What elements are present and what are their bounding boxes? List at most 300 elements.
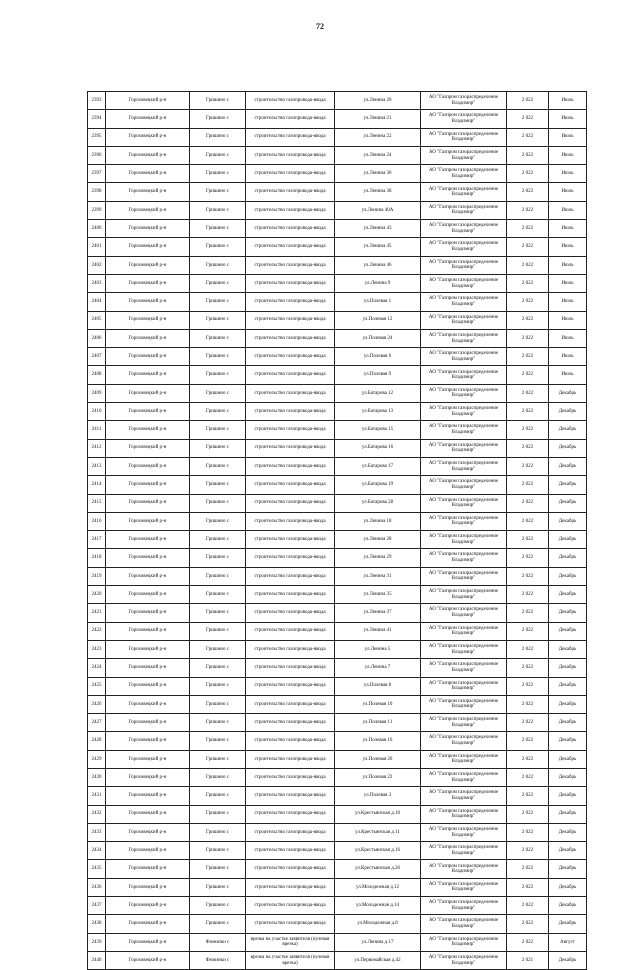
settlement-cell: Гришино с (190, 695, 246, 713)
organization-cell: АО "Газпром газораспределение Владимир" (421, 586, 507, 604)
row-number-cell: 2419 (88, 567, 106, 585)
work-type-cell: строительство газопровода-ввода (246, 805, 335, 823)
year-cell: 2 022 (507, 842, 549, 860)
settlement-cell: Гришино с (190, 421, 246, 439)
organization-cell: АО "Газпром газораспределение Владимир" (421, 366, 507, 384)
settlement-cell: Гришино с (190, 146, 246, 164)
district-cell: Гороховецкий р-н (106, 878, 190, 896)
row-number-cell: 2424 (88, 659, 106, 677)
work-type-cell: строительство газопровода-ввода (246, 110, 335, 128)
year-cell: 2 022 (507, 512, 549, 530)
district-cell: Гороховецкий р-н (106, 604, 190, 622)
district-cell: Гороховецкий р-н (106, 677, 190, 695)
organization-cell: АО "Газпром газораспределение Владимир" (421, 128, 507, 146)
month-cell: Июль (549, 146, 587, 164)
settlement-cell: Гришино с (190, 256, 246, 274)
row-number-cell: 2409 (88, 384, 106, 402)
district-cell: Гороховецкий р-н (106, 92, 190, 110)
month-cell: Июль (549, 293, 587, 311)
year-cell: 2 022 (507, 622, 549, 640)
work-type-cell: строительство газопровода-ввода (246, 366, 335, 384)
work-type-cell: строительство газопровода-ввода (246, 549, 335, 567)
settlement-cell: Гришино с (190, 238, 246, 256)
address-cell: ул.Ленина 40А (335, 201, 421, 219)
work-type-cell: строительство газопровода-ввода (246, 586, 335, 604)
table-row (88, 897, 587, 915)
district-cell: Гороховецкий р-н (106, 146, 190, 164)
organization-cell: АО "Газпром газораспределение Владимир" (421, 750, 507, 768)
organization-cell: АО "Газпром газораспределение Владимир" (421, 695, 507, 713)
year-cell: 2 022 (507, 421, 549, 439)
address-cell: ул.Ленина д.17 (335, 933, 421, 951)
district-cell: Гороховецкий р-н (106, 897, 190, 915)
month-cell: Декабрь (549, 421, 587, 439)
table-row (88, 823, 587, 841)
year-cell: 2 022 (507, 439, 549, 457)
work-type-cell: строительство газопровода-ввода (246, 622, 335, 640)
month-cell: Июль (549, 165, 587, 183)
district-cell: Гороховецкий р-н (106, 787, 190, 805)
district-cell: Гороховецкий р-н (106, 457, 190, 475)
month-cell: Декабрь (549, 476, 587, 494)
settlement-cell: Гришино с (190, 311, 246, 329)
year-cell: 2 022 (507, 915, 549, 933)
row-number-cell: 2411 (88, 421, 106, 439)
month-cell: Декабрь (549, 768, 587, 786)
settlement-cell: Гришино с (190, 494, 246, 512)
address-cell: ул.Полевая 6 (335, 348, 421, 366)
district-cell: Гороховецкий р-н (106, 110, 190, 128)
year-cell: 2 022 (507, 897, 549, 915)
month-cell: Декабрь (549, 659, 587, 677)
address-cell: ул.Полевая 16 (335, 732, 421, 750)
settlement-cell: Гришино с (190, 659, 246, 677)
settlement-cell: Гришино с (190, 640, 246, 658)
table-row (88, 622, 587, 640)
address-cell: ул.Ленина 22 (335, 128, 421, 146)
organization-cell: АО "Газпром газораспределение Владимир" (421, 311, 507, 329)
address-cell: ул.Ленина 37 (335, 604, 421, 622)
address-cell: ул.Крестьянская д.11 (335, 823, 421, 841)
work-type-cell: строительство газопровода-ввода (246, 165, 335, 183)
work-type-cell: строительство газопровода-ввода (246, 220, 335, 238)
row-number-cell: 2436 (88, 878, 106, 896)
year-cell: 2 022 (507, 293, 549, 311)
settlement-cell: Гришино с (190, 220, 246, 238)
month-cell: Июль (549, 201, 587, 219)
row-number-cell: 2403 (88, 274, 106, 292)
table-row (88, 787, 587, 805)
row-number-cell: 2425 (88, 677, 106, 695)
row-number-cell: 2404 (88, 293, 106, 311)
year-cell: 2 021 (507, 951, 549, 969)
table-row (88, 110, 587, 128)
work-type-cell: строительство газопровода-ввода (246, 403, 335, 421)
month-cell: Июль (549, 366, 587, 384)
organization-cell: АО "Газпром газораспределение Владимир" (421, 421, 507, 439)
settlement-cell: Гришино с (190, 183, 246, 201)
table-row (88, 768, 587, 786)
address-cell: ул.Молодежная д.12 (335, 878, 421, 896)
settlement-cell: Гришино с (190, 201, 246, 219)
organization-cell: АО "Газпром газораспределение Владимир" (421, 183, 507, 201)
work-type-cell: строительство газопровода-ввода (246, 695, 335, 713)
organization-cell: АО "Газпром газораспределение Владимир" (421, 567, 507, 585)
year-cell: 2 022 (507, 165, 549, 183)
settlement-cell: Гришино с (190, 293, 246, 311)
district-cell: Гороховецкий р-н (106, 549, 190, 567)
district-cell: Гороховецкий р-н (106, 951, 190, 969)
organization-cell: АО "Газпром газораспределение Владимир" (421, 531, 507, 549)
year-cell: 2 022 (507, 384, 549, 402)
row-number-cell: 2417 (88, 531, 106, 549)
address-cell: ул.Полевая 3 (335, 787, 421, 805)
month-cell: Декабрь (549, 695, 587, 713)
row-number-cell: 2435 (88, 860, 106, 878)
settlement-cell: Гришино с (190, 439, 246, 457)
row-number-cell: 2399 (88, 201, 106, 219)
district-cell: Гороховецкий р-н (106, 933, 190, 951)
month-cell: Декабрь (549, 567, 587, 585)
work-type-cell: строительство газопровода-ввода (246, 293, 335, 311)
work-type-cell: строительство газопровода-ввода (246, 183, 335, 201)
address-cell: ул.Полевая 1 (335, 293, 421, 311)
row-number-cell: 2421 (88, 604, 106, 622)
row-number-cell: 2402 (88, 256, 106, 274)
year-cell: 2 022 (507, 640, 549, 658)
year-cell: 2 022 (507, 567, 549, 585)
settlement-cell: Гришино с (190, 677, 246, 695)
year-cell: 2 022 (507, 750, 549, 768)
settlement-cell: Гришино с (190, 92, 246, 110)
organization-cell: АО "Газпром газораспределение Владимир" (421, 494, 507, 512)
district-cell: Гороховецкий р-н (106, 274, 190, 292)
work-type-cell: строительство газопровода-ввода (246, 329, 335, 347)
table-row (88, 220, 587, 238)
district-cell: Гороховецкий р-н (106, 622, 190, 640)
table-row (88, 476, 587, 494)
year-cell: 2 022 (507, 92, 549, 110)
work-type-cell: строительство газопровода-ввода (246, 238, 335, 256)
table-row (88, 201, 587, 219)
table-row (88, 695, 587, 713)
year-cell: 2 022 (507, 860, 549, 878)
year-cell: 2 022 (507, 586, 549, 604)
organization-cell: АО "Газпром газораспределение Владимир" (421, 622, 507, 640)
address-cell: ул.Крестьянская д.26 (335, 860, 421, 878)
year-cell: 2 022 (507, 128, 549, 146)
work-type-cell: строительство газопровода-ввода (246, 915, 335, 933)
settlement-cell: Фоминки с (190, 933, 246, 951)
row-number-cell: 2416 (88, 512, 106, 530)
year-cell: 2 022 (507, 823, 549, 841)
month-cell: Декабрь (549, 640, 587, 658)
table-row (88, 732, 587, 750)
row-number-cell: 2394 (88, 110, 106, 128)
settlement-cell: Гришино с (190, 366, 246, 384)
row-number-cell: 2429 (88, 750, 106, 768)
address-cell: ул.Полевая 8 (335, 677, 421, 695)
year-cell: 2 022 (507, 659, 549, 677)
row-number-cell: 2438 (88, 915, 106, 933)
district-cell: Гороховецкий р-н (106, 531, 190, 549)
settlement-cell: Гришино с (190, 823, 246, 841)
work-type-cell: строительство газопровода-ввода (246, 878, 335, 896)
settlement-cell: Гришино с (190, 750, 246, 768)
table-row (88, 860, 587, 878)
work-type-cell: строительство газопровода-ввода (246, 787, 335, 805)
district-cell: Гороховецкий р-н (106, 823, 190, 841)
organization-cell: АО "Газпром газораспределение Владимир" (421, 146, 507, 164)
work-type-cell: строительство газопровода-ввода (246, 476, 335, 494)
district-cell: Гороховецкий р-н (106, 128, 190, 146)
organization-cell: АО "Газпром газораспределение Владимир" (421, 403, 507, 421)
organization-cell: АО "Газпром газораспределение Владимир" (421, 787, 507, 805)
address-cell: ул.Полевая 20 (335, 750, 421, 768)
month-cell: Декабрь (549, 604, 587, 622)
organization-cell: АО "Газпром газораспределение Владимир" (421, 714, 507, 732)
district-cell: Гороховецкий р-н (106, 366, 190, 384)
year-cell: 2 022 (507, 274, 549, 292)
organization-cell: АО "Газпром газораспределение Владимир" (421, 439, 507, 457)
row-number-cell: 2408 (88, 366, 106, 384)
address-cell: ул.Батарова 15 (335, 421, 421, 439)
month-cell: Июль (549, 92, 587, 110)
district-cell: Гороховецкий р-н (106, 860, 190, 878)
table-row (88, 293, 587, 311)
month-cell: Декабрь (549, 750, 587, 768)
row-number-cell: 2437 (88, 897, 106, 915)
address-cell: ул.Ленина 24 (335, 146, 421, 164)
organization-cell: АО "Газпром газораспределение Владимир" (421, 512, 507, 530)
row-number-cell: 2423 (88, 640, 106, 658)
organization-cell: АО "Газпром газораспределение Владимир" (421, 823, 507, 841)
organization-cell: АО "Газпром газораспределение Владимир" (421, 457, 507, 475)
row-number-cell: 2430 (88, 768, 106, 786)
work-type-cell: строительство газопровода-ввода (246, 531, 335, 549)
address-cell: ул.Ленина 43 (335, 220, 421, 238)
district-cell: Гороховецкий р-н (106, 640, 190, 658)
organization-cell: АО "Газпром газораспределение Владимир" (421, 951, 507, 969)
year-cell: 2 022 (507, 714, 549, 732)
organization-cell: АО "Газпром газораспределение Владимир" (421, 384, 507, 402)
year-cell: 2 022 (507, 311, 549, 329)
organization-cell: АО "Газпром газораспределение Владимир" (421, 915, 507, 933)
organization-cell: АО "Газпром газораспределение Владимир" (421, 860, 507, 878)
month-cell: Декабрь (549, 787, 587, 805)
organization-cell: АО "Газпром газораспределение Владимир" (421, 805, 507, 823)
settlement-cell: Гришино с (190, 604, 246, 622)
district-cell: Гороховецкий р-н (106, 421, 190, 439)
table-row (88, 604, 587, 622)
month-cell: Декабрь (549, 897, 587, 915)
table-row (88, 915, 587, 933)
work-type-cell: строительство газопровода-ввода (246, 146, 335, 164)
work-type-cell: строительство газопровода-ввода (246, 274, 335, 292)
district-cell: Гороховецкий р-н (106, 695, 190, 713)
row-number-cell: 2440 (88, 951, 106, 969)
organization-cell: АО "Газпром газораспределение Владимир" (421, 329, 507, 347)
year-cell: 2 022 (507, 238, 549, 256)
row-number-cell: 2396 (88, 146, 106, 164)
address-cell: ул.Ленина 46 (335, 256, 421, 274)
row-number-cell: 2420 (88, 586, 106, 604)
month-cell: Июль (549, 311, 587, 329)
district-cell: Гороховецкий р-н (106, 732, 190, 750)
district-cell: Гороховецкий р-н (106, 293, 190, 311)
row-number-cell: 2426 (88, 695, 106, 713)
row-number-cell: 2398 (88, 183, 106, 201)
row-number-cell: 2414 (88, 476, 106, 494)
table-row (88, 531, 587, 549)
address-cell: ул.Молодежная д.14 (335, 897, 421, 915)
organization-cell: АО "Газпром газораспределение Владимир" (421, 476, 507, 494)
month-cell: Декабрь (549, 439, 587, 457)
address-cell: ул.Батарова 17 (335, 457, 421, 475)
year-cell: 2 022 (507, 403, 549, 421)
settlement-cell: Гришино с (190, 567, 246, 585)
month-cell: Декабрь (549, 586, 587, 604)
address-cell: ул.Ленина 45 (335, 238, 421, 256)
month-cell: Декабрь (549, 951, 587, 969)
month-cell: Август (549, 933, 587, 951)
row-number-cell: 2393 (88, 92, 106, 110)
month-cell: Июль (549, 238, 587, 256)
year-cell: 2 022 (507, 329, 549, 347)
settlement-cell: Гришино с (190, 732, 246, 750)
organization-cell: АО "Газпром газораспределение Владимир" (421, 604, 507, 622)
district-cell: Гороховецкий р-н (106, 476, 190, 494)
table-row (88, 933, 587, 951)
district-cell: Гороховецкий р-н (106, 494, 190, 512)
table-row (88, 366, 587, 384)
row-number-cell: 2405 (88, 311, 106, 329)
work-type-cell: строительство газопровода-ввода (246, 732, 335, 750)
table-row (88, 842, 587, 860)
work-type-cell: строительство газопровода-ввода (246, 457, 335, 475)
organization-cell: АО "Газпром газораспределение Владимир" (421, 92, 507, 110)
row-number-cell: 2397 (88, 165, 106, 183)
work-type-cell: строительство газопровода-ввода (246, 604, 335, 622)
year-cell: 2 022 (507, 110, 549, 128)
district-cell: Гороховецкий р-н (106, 915, 190, 933)
work-type-cell: врезка на участке заявителя (нулевая врезка) (246, 933, 335, 951)
year-cell: 2 022 (507, 787, 549, 805)
work-type-cell: строительство газопровода-ввода (246, 494, 335, 512)
page-number: 72 (316, 22, 324, 31)
table-row (88, 878, 587, 896)
work-type-cell: строительство газопровода-ввода (246, 659, 335, 677)
address-cell: ул.Ленина 7 (335, 659, 421, 677)
settlement-cell: Гришино с (190, 768, 246, 786)
district-cell: Гороховецкий р-н (106, 768, 190, 786)
district-cell: Гороховецкий р-н (106, 567, 190, 585)
district-cell: Гороховецкий р-н (106, 586, 190, 604)
work-type-cell: строительство газопровода-ввода (246, 439, 335, 457)
row-number-cell: 2400 (88, 220, 106, 238)
year-cell: 2 022 (507, 677, 549, 695)
work-type-cell: строительство газопровода-ввода (246, 823, 335, 841)
year-cell: 2 022 (507, 531, 549, 549)
settlement-cell: Гришино с (190, 384, 246, 402)
row-number-cell: 2410 (88, 403, 106, 421)
settlement-cell: Гришино с (190, 878, 246, 896)
district-cell: Гороховецкий р-н (106, 183, 190, 201)
table-row (88, 586, 587, 604)
work-type-cell: строительство газопровода-ввода (246, 201, 335, 219)
district-cell: Гороховецкий р-н (106, 256, 190, 274)
row-number-cell: 2422 (88, 622, 106, 640)
year-cell: 2 022 (507, 768, 549, 786)
year-cell: 2 022 (507, 549, 549, 567)
address-cell: ул.Батарова 16 (335, 439, 421, 457)
table-row (88, 238, 587, 256)
work-type-cell: строительство газопровода-ввода (246, 640, 335, 658)
row-number-cell: 2434 (88, 842, 106, 860)
settlement-cell: Гришино с (190, 128, 246, 146)
month-cell: Июль (549, 348, 587, 366)
settlement-cell: Гришино с (190, 274, 246, 292)
address-cell: ул.Ленина 31 (335, 567, 421, 585)
row-number-cell: 2401 (88, 238, 106, 256)
row-number-cell: 2428 (88, 732, 106, 750)
district-cell: Гороховецкий р-н (106, 220, 190, 238)
row-number-cell: 2413 (88, 457, 106, 475)
district-cell: Гороховецкий р-н (106, 439, 190, 457)
address-cell: ул.Крестьянская д.10 (335, 805, 421, 823)
table-row (88, 421, 587, 439)
settlement-cell: Гришино с (190, 531, 246, 549)
organization-cell: АО "Газпром газораспределение Владимир" (421, 933, 507, 951)
year-cell: 2 022 (507, 695, 549, 713)
address-cell: ул.Ленина 9 (335, 274, 421, 292)
organization-cell: АО "Газпром газораспределение Владимир" (421, 110, 507, 128)
month-cell: Июль (549, 329, 587, 347)
month-cell: Июль (549, 183, 587, 201)
address-cell: ул.Ленина 35 (335, 586, 421, 604)
settlement-cell: Гришино с (190, 915, 246, 933)
month-cell: Декабрь (549, 732, 587, 750)
address-cell: ул.Ленина 38 (335, 183, 421, 201)
month-cell: Июль (549, 274, 587, 292)
address-cell: ул.Ленина 20 (335, 92, 421, 110)
organization-cell: АО "Газпром газораспределение Владимир" (421, 878, 507, 896)
year-cell: 2 022 (507, 878, 549, 896)
settlement-cell: Гришино с (190, 329, 246, 347)
settlement-cell: Гришино с (190, 805, 246, 823)
district-cell: Гороховецкий р-н (106, 165, 190, 183)
organization-cell: АО "Газпром газораспределение Владимир" (421, 677, 507, 695)
work-type-cell: строительство газопровода-ввода (246, 768, 335, 786)
month-cell: Декабрь (549, 457, 587, 475)
district-cell: Гороховецкий р-н (106, 659, 190, 677)
settlement-cell: Гришино с (190, 165, 246, 183)
organization-cell: АО "Газпром газораспределение Владимир" (421, 348, 507, 366)
work-type-cell: строительство газопровода-ввода (246, 256, 335, 274)
settlement-cell: Гришино с (190, 897, 246, 915)
year-cell: 2 022 (507, 146, 549, 164)
year-cell: 2 022 (507, 494, 549, 512)
month-cell: Декабрь (549, 823, 587, 841)
table-row (88, 403, 587, 421)
month-cell: Декабрь (549, 531, 587, 549)
table-row (88, 165, 587, 183)
table-row (88, 146, 587, 164)
row-number-cell: 2431 (88, 787, 106, 805)
organization-cell: АО "Газпром газораспределение Владимир" (421, 256, 507, 274)
address-cell: ул.Батарова 12 (335, 384, 421, 402)
table-row (88, 714, 587, 732)
